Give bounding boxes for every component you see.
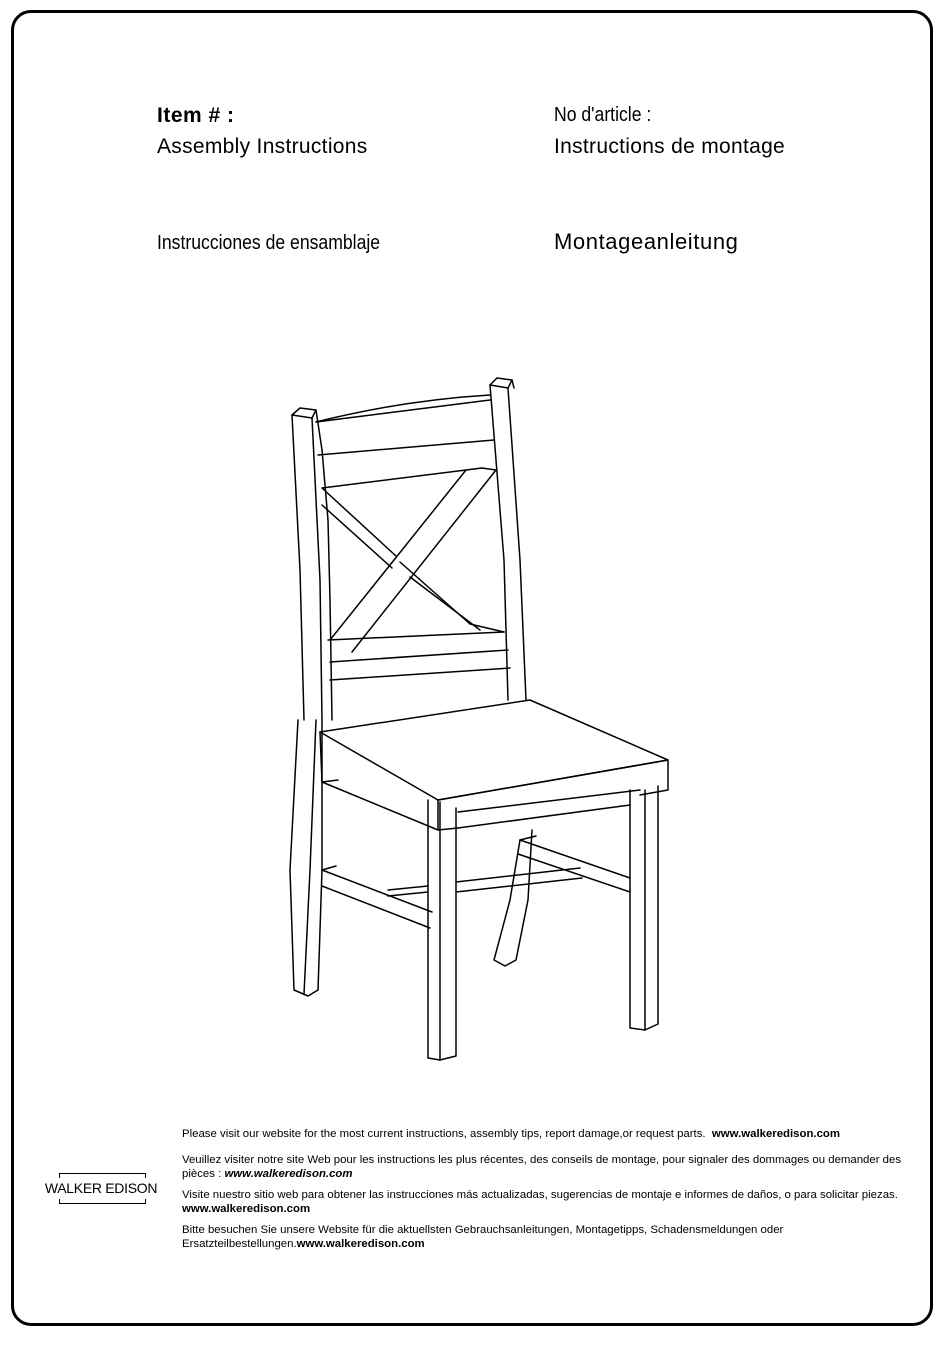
footer-english xyxy=(182,1127,910,1142)
footer-french xyxy=(182,1153,910,1182)
chair-illustration xyxy=(270,370,690,1070)
assembly-instructions-title: Assembly Instructions xyxy=(157,135,368,158)
footer-spanish-text: Visite nuestro sitio web para obtener las instrucciones más actualizadas, sugerencias de montaje e informes de daños, o para solicitar piezas. xyxy=(182,1188,898,1201)
instrucciones-de-ensamblaje-title: Instrucciones de ensamblaje xyxy=(157,232,381,254)
footer-german xyxy=(182,1223,910,1252)
footer-french-url[interactable]: www.walkeredison.com xyxy=(224,1168,353,1180)
no-article-label: No d'article : xyxy=(554,104,652,126)
footer-english-text: Please visit our website for the most current instructions, assembly tips, report damage,or request parts. xyxy=(182,1128,706,1140)
walker-edison-logo xyxy=(40,1172,162,1206)
logo-text: WALKER EDISON xyxy=(44,1180,158,1196)
footer-german-url[interactable]: www.walkeredison.com xyxy=(296,1238,425,1250)
footer-spanish-url[interactable]: www.walkeredison.com xyxy=(182,1203,311,1215)
footer-notes xyxy=(182,1127,910,1258)
footer-spanish xyxy=(182,1188,910,1217)
logo-bracket-bottom xyxy=(59,1199,146,1204)
item-number-label: Item # : xyxy=(157,104,235,127)
footer-english-url[interactable]: www.walkeredison.com xyxy=(711,1128,840,1140)
montageanleitung-title: Montageanleitung xyxy=(554,229,739,254)
logo-bracket-top xyxy=(59,1173,146,1178)
footer-german-text: Bitte besuchen Sie unsere Website für die aktuellsten Gebrauchsanleitungen, Montagetipps, Schadensmeldungen oder Ersatzteilbestellungen. xyxy=(182,1223,784,1250)
footer-french-text: Veuillez visiter notre site Web pour les instructions les plus récentes, des conseils de montage, pour signaler des dommages ou demander des pièces : xyxy=(182,1153,902,1180)
instructions-de-montage-title: Instructions de montage xyxy=(554,135,786,158)
